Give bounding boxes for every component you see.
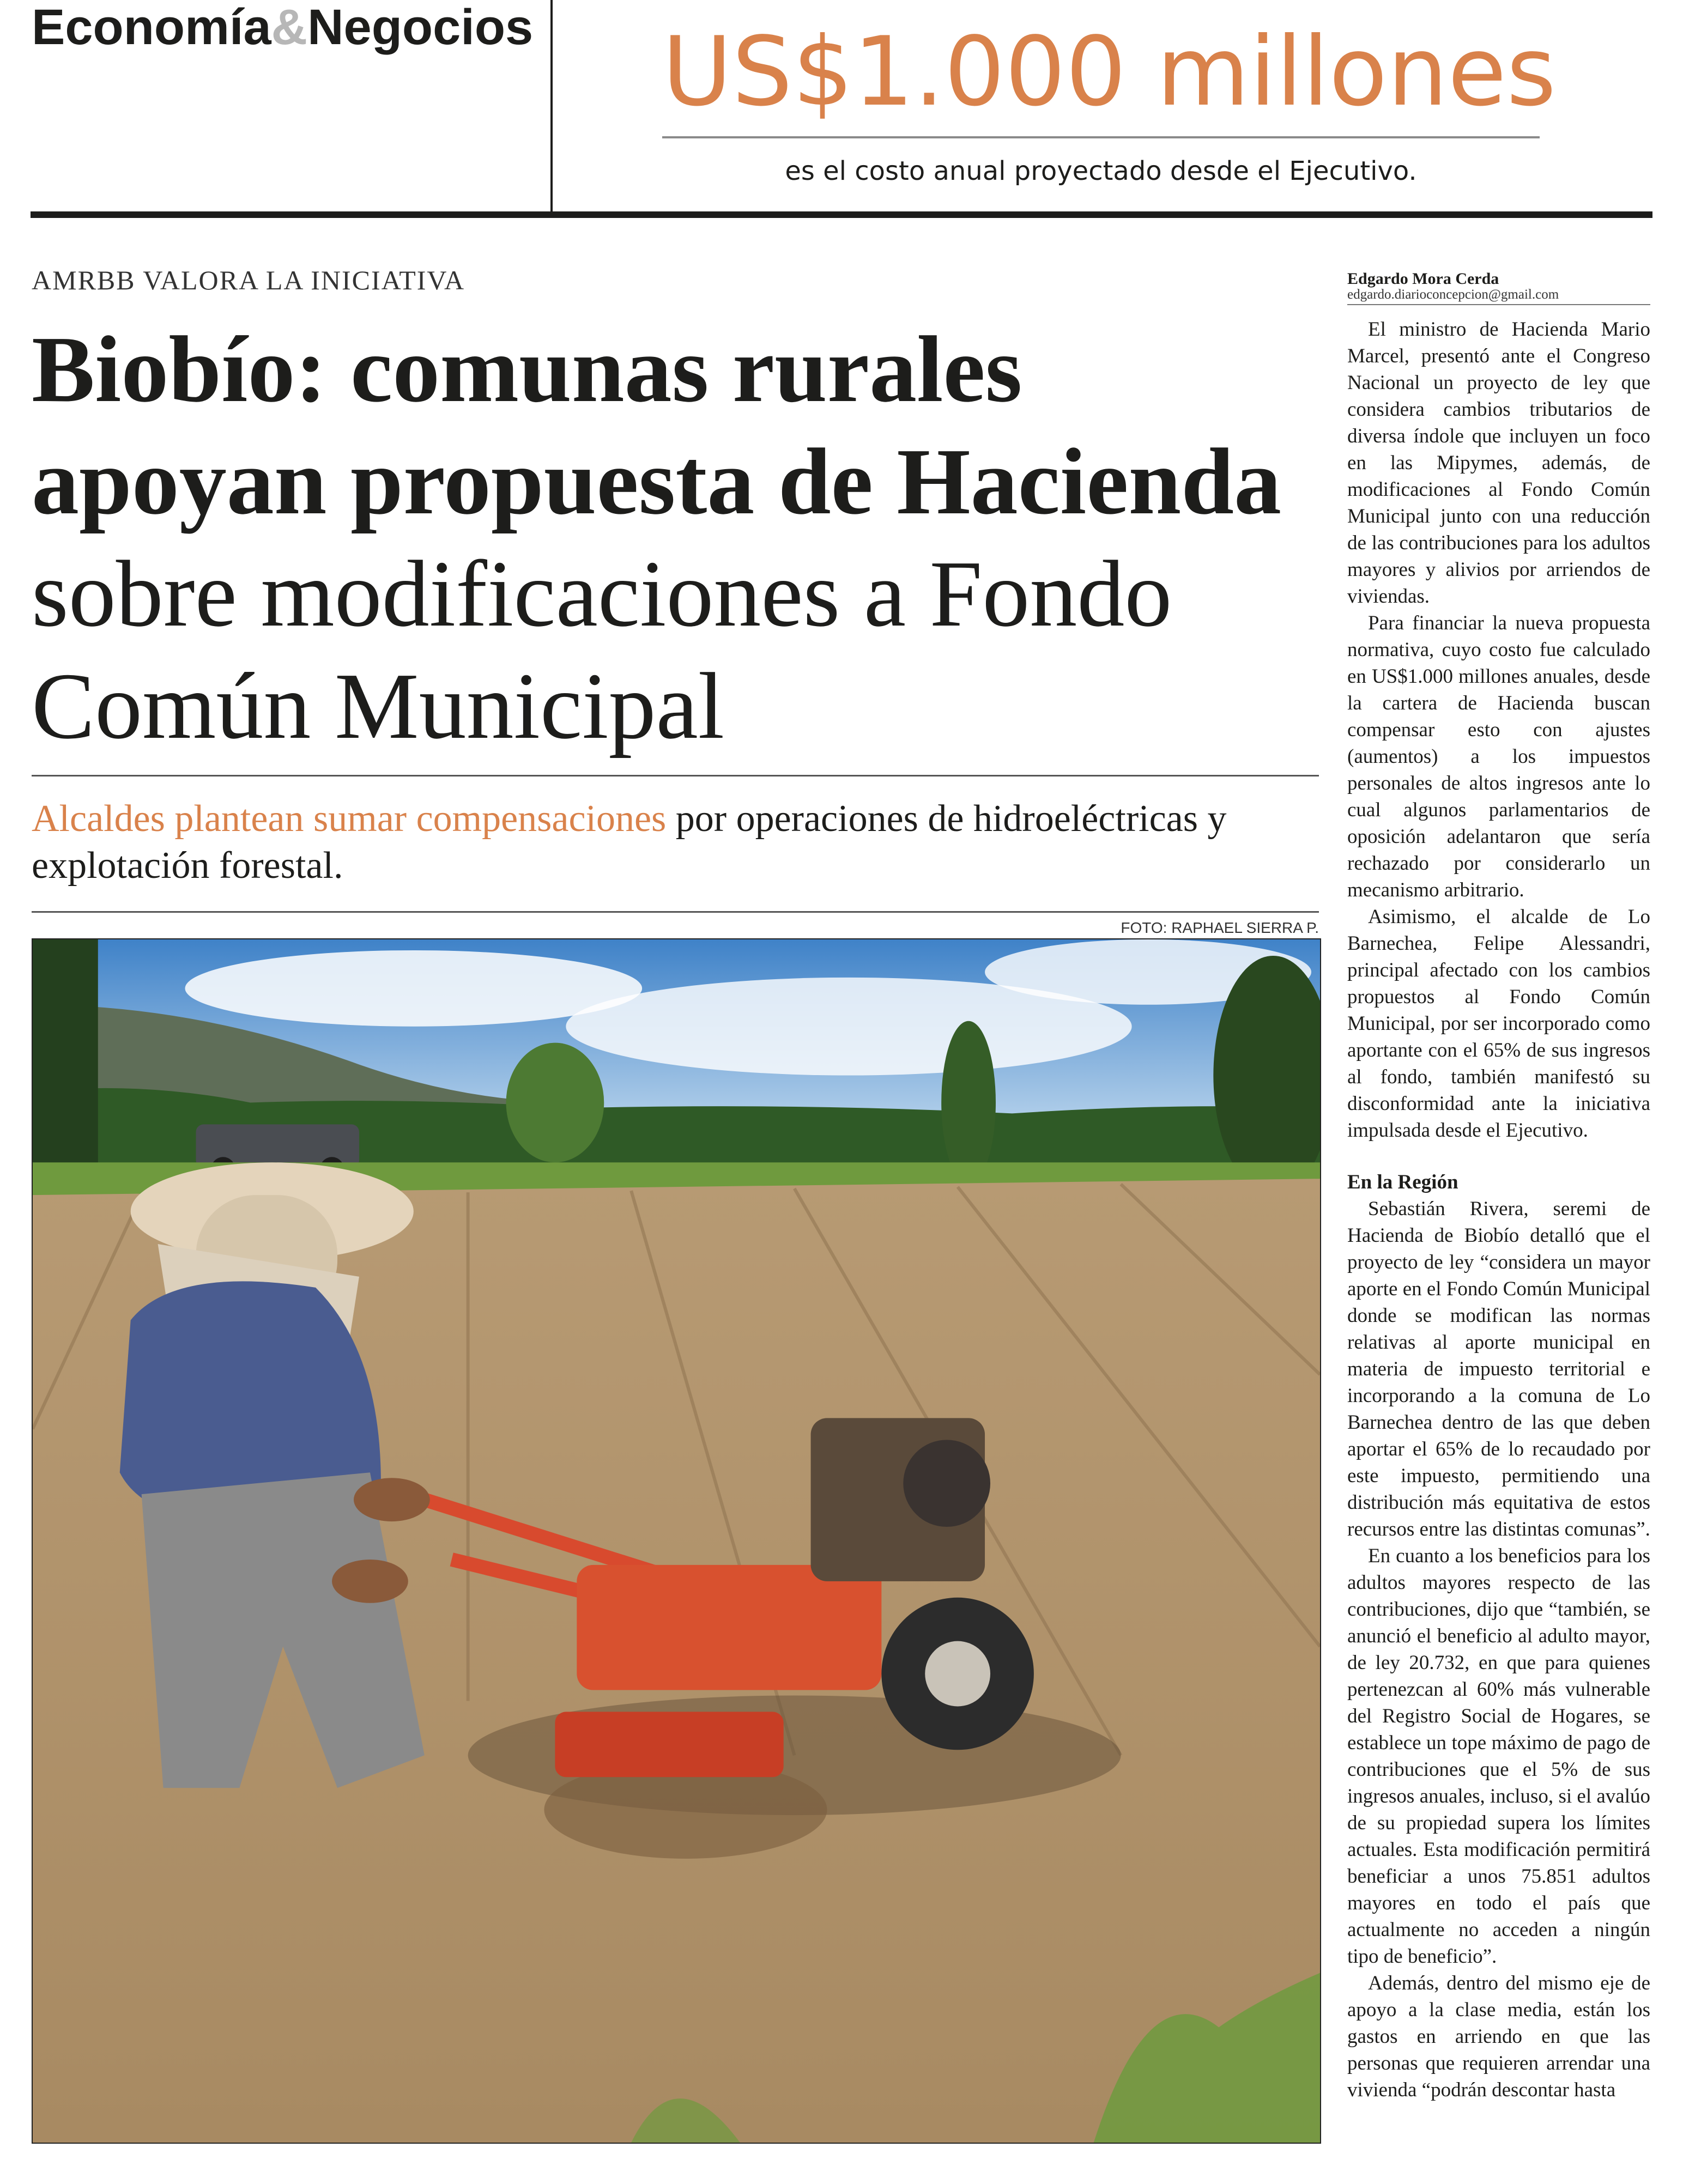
body-paragraph: En cuanto a los beneficios para los adultos mayores respecto de las contribuciones, dijo que “también, se anunció el beneficio al adulto mayor, de ley 20.732, en que para quienes pertenezcan al 60% más vulnerable del Registro Social de Hogares, se establece un tope máximo de pago de contribuciones que el 5% de sus ingresos anuales, incluso, si el avalúo de su propiedad supera los límites actuales. Esta modificación permitirá beneficiar a unos 75.851 adultos mayores en todo el país que actualmente no acceden a ningún tipo de beneficio”.: [1347, 1545, 1650, 1968]
body-subhead: En la Región: [1347, 1171, 1458, 1193]
article-deck: [32, 796, 1319, 889]
deck-rule-bottom: [32, 911, 1319, 913]
article-body: [1347, 316, 1650, 2180]
section-name-part1: Economía: [32, 0, 271, 55]
article-headline: [32, 313, 1329, 762]
tree-left: [33, 939, 98, 1168]
article-photo: [32, 938, 1321, 2144]
body-paragraph: Asimismo, el alcalde de Lo Barnechea, Felipe Alessandri, principal afectado con los cambios propuestos al Fondo Común Municipal, por ser incorporado como aportante con el 65% de sus ingresos al fondo, también manifestó su disconformidad ante la iniciativa impulsada desde el Ejecutivo.: [1347, 906, 1650, 1142]
tree: [506, 1043, 604, 1163]
body-paragraph: Para financiar la nueva propuesta normativa, cuyo costo fue calculado en US$1.000 millones anuales, desde la cartera de Hacienda buscan compensar esto con ajustes (aumentos) a los impuestos personales de altos ingresos ante lo cual algunos parlamentarios de oposición adelantaron que sería rechazado por considerarlo un mecanismo arbitrario.: [1347, 612, 1650, 901]
section-name: [32, 0, 533, 54]
byline-rule: [1347, 304, 1650, 305]
headline-light-part: sobre modificaciones a Fondo Común Municipal: [32, 541, 1172, 759]
section-name-part2: Negocios: [307, 0, 534, 55]
section-name-ampersand: &: [271, 0, 308, 55]
deck-rest: por operaciones de hidroeléctricas y explotación forestal.: [32, 798, 1227, 887]
farmer-tilling-field-illustration: [33, 939, 1320, 2143]
photo-credit: FOTO: RAPHAEL SIERRA P.: [1121, 919, 1319, 936]
headline-bold-part: Biobío: comunas rurales apoyan propuesta de Hacienda: [32, 317, 1282, 534]
stat-figure: US$1.000 millones: [662, 17, 1557, 128]
deck-accent: Alcaldes plantean sumar compensaciones: [32, 798, 667, 840]
body-paragraph: Además, dentro del mismo eje de apoyo a la clase media, están los gastos en arriendo en que las personas que requieren arrendar una vivienda “podrán descontar hasta: [1347, 1972, 1650, 2101]
deck-rule-top: [32, 775, 1319, 776]
byline-email: edgardo.diarioconcepcion@gmail.com: [1347, 287, 1559, 302]
stat-caption: es el costo anual proyectado desde el Ejecutivo.: [785, 156, 1417, 186]
tree: [941, 1021, 996, 1184]
masthead-divider: [550, 0, 553, 214]
body-paragraph: El ministro de Hacienda Mario Marcel, presentó ante el Congreso Nacional un proyecto de ley que considera cambios tributarios de diversa índole que incluyen un foco en las Mipymes, además, de modificaciones al Fondo Común Municipal junto con una reducción de las contribuciones para los adultos mayores y alivios por arriendos de viviendas.: [1347, 318, 1650, 608]
article-kicker: AMRBB VALORA LA INICIATIVA: [32, 265, 465, 295]
stat-rule: [662, 136, 1540, 138]
body-paragraph: Sebastián Rivera, seremi de Hacienda de Biobío detalló que el proyecto de ley “considera un mayor aporte en el Fondo Común Municipal donde se modifican las normas relativas al aporte municipal en materia de impuesto territorial e incorporando a la comuna de Lo Barnechea dentro de las que deben aportar el 65% de lo recaudado por este impuesto, permitiendo una distribución más equitativa de estos recursos entre las distintas comunas”.: [1347, 1198, 1650, 1540]
top-rule: [31, 211, 1652, 218]
cloud: [185, 950, 643, 1027]
byline-name: Edgardo Mora Cerda: [1347, 270, 1499, 288]
